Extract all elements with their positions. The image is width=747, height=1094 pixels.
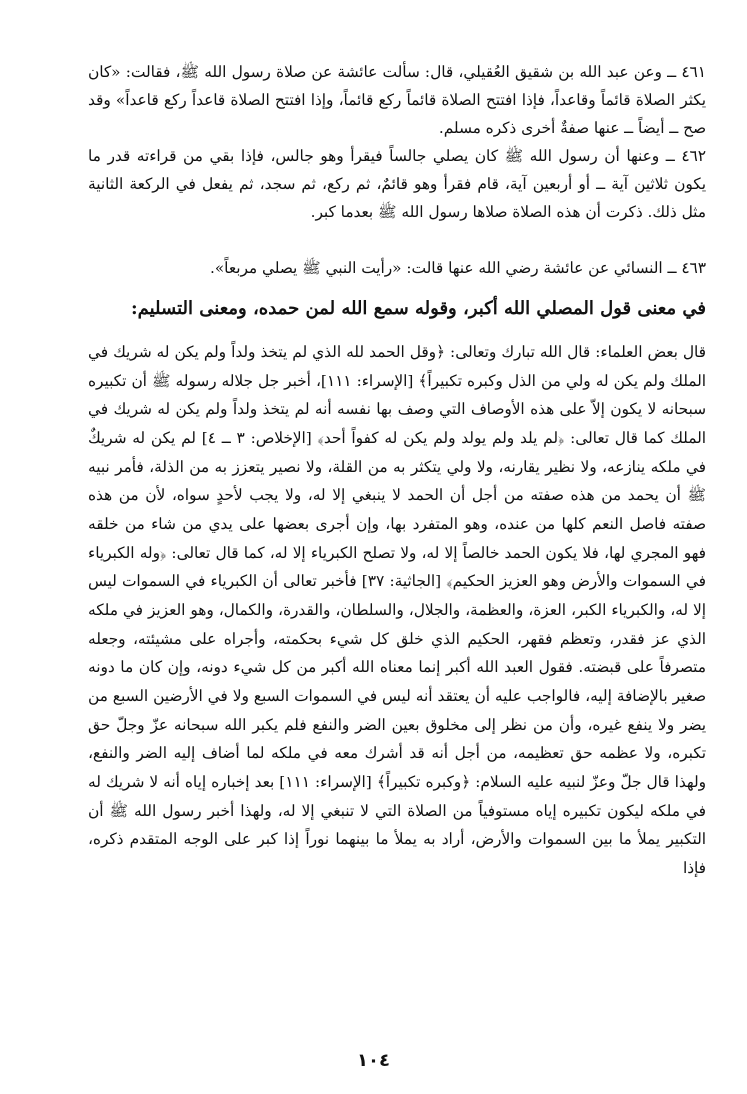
hadith-462: ٤٦٢ ــ وعنها أن رسول الله ﷺ كان يصلي جالساً فيقرأ وهو جالس، فإذا بقي من قراءته قدر ما يكون ثلاثين آية ــ أو أربعين آية، قام فقرأ وهو قائمٌ، ثم ركع، ثم سجد، ثم يفعل في الركعة الثانية مثل ذلك. ذكرت أن هذه الصلاة صلاها رسول الله ﷺ بعدما كبر. <box>88 147 706 221</box>
section-heading: في معنى قول المصلي الله أكبر، وقوله سمع الله لمن حمده، ومعنى التسليم: <box>131 298 706 319</box>
page-number: ١٠٤ <box>357 1050 390 1071</box>
body-paragraph: قال بعض العلماء: قال الله تبارك وتعالى: ﴿وقل الحمد لله الذي لم يتخذ ولداً ولم يكن له شريك في الملك ولم يكن له ولي من الذل وكبره تكبيراً﴾ [الإسراء: ١١١]، أخبر جل جلاله رسوله ﷺ أن تكبيره سبحانه لا يكون إلاّ على هذه الأوصاف التي وصف بها نفسه أنه لم يتخذ ولداً ولم يكن له شريك في الملك كما قال تعالى: ﴿لم يلد ولم يولد ولم يكن له كفواً أحد﴾ [الإخلاص: ٣ ــ ٤] لم يكن له شريكٌ في ملكه ينازعه، ولا نظير يقارنه، ولا ولي يتكثر به من القلة، ولا نصير يتعزز به من الذلة، فأمر نبيه ﷺ أن يحمد من هذه صفته من أجل أن الحمد لا ينبغي إلا له، ولا يجب لأحدٍ سواه، لأن من هذه صفته فاصل النعم كلها من عنده، وهو المتفرد بها، وإن أجرى بعضها على يدي من شاء من خلقه فهو المجري لها، فلا يكون الحمد خالصاً إلا له، ولا تصلح الكبرياء إلا له، كما قال تعالى: ﴿وله الكبرياء في السموات والأرض وهو العزيز الحكيم﴾ [الجاثية: ٣٧] فأخبر تعالى أن الكبرياء في السموات ليس إلا له، والكبرياء الكبر، العزة، والعظمة، والجلال، والسلطان، والقدرة، والكمال، وهو العزيز في ملكه الذي عز فقدر، وتعظم فقهر، الحكيم الذي خلق كل شيء بحكمته، وأجراه على مشيئته، وجعله متصرفاً على قبضته. فقول العبد الله أكبر إنما معناه الله أكبر من كل شيء دونه، وإن كان ما دونه صغير بالإضافة إليه، فالواجب عليه أن يعتقد أنه ليس في السموات السبع ولا في الأرضين السبع من يضر ولا ينفع غيره، وأن من نظر إلى مخلوق بعين الضر والنفع فلم يكبر الله سبحانه عزّ وجلّ حق تكبره، ولا عظمه حق تعظيمه، من أجل أنه قد أشرك معه في ملكه لما أضاف إليه الضر والنفع، ولهذا قال جلّ وعزّ لنبيه عليه السلام: ﴿وكبره تكبيراً﴾ [الإسراء: ١١١] بعد إخباره إياه أنه لا شريك له في ملكه ليكون تكبيره إياه مستوفياً من الصلاة التي لا تنبغي إلا له، ولهذا أخبر رسول الله ﷺ أن التكبير يملأ ما بين السموات والأرض، أراد به يملأ ما بينهما نوراً إذا كبر على الوجه المتقدم ذكره، فإذا <box>88 343 707 877</box>
hadith-461: ٤٦١ ــ وعن عبد الله بن شقيق العُقيلي، قال: سألت عائشة عن صلاة رسول الله ﷺ، فقالت: «كان يكثر الصلاة قائماً وقاعداً، فإذا افتتح الصلاة قائماً ركع قائماً، وإذا افتتح الصلاة قاعداً ركع قاعداً» وقد صح ــ أيضاً ــ عنها صفةٌ أخرى ذكره مسلم. <box>88 63 706 137</box>
page-content <box>88 58 706 882</box>
hadith-463: ٤٦٣ ــ النسائي عن عائشة رضي الله عنها قالت: «رأيت النبي ﷺ يصلي مربعاً». <box>209 259 706 277</box>
